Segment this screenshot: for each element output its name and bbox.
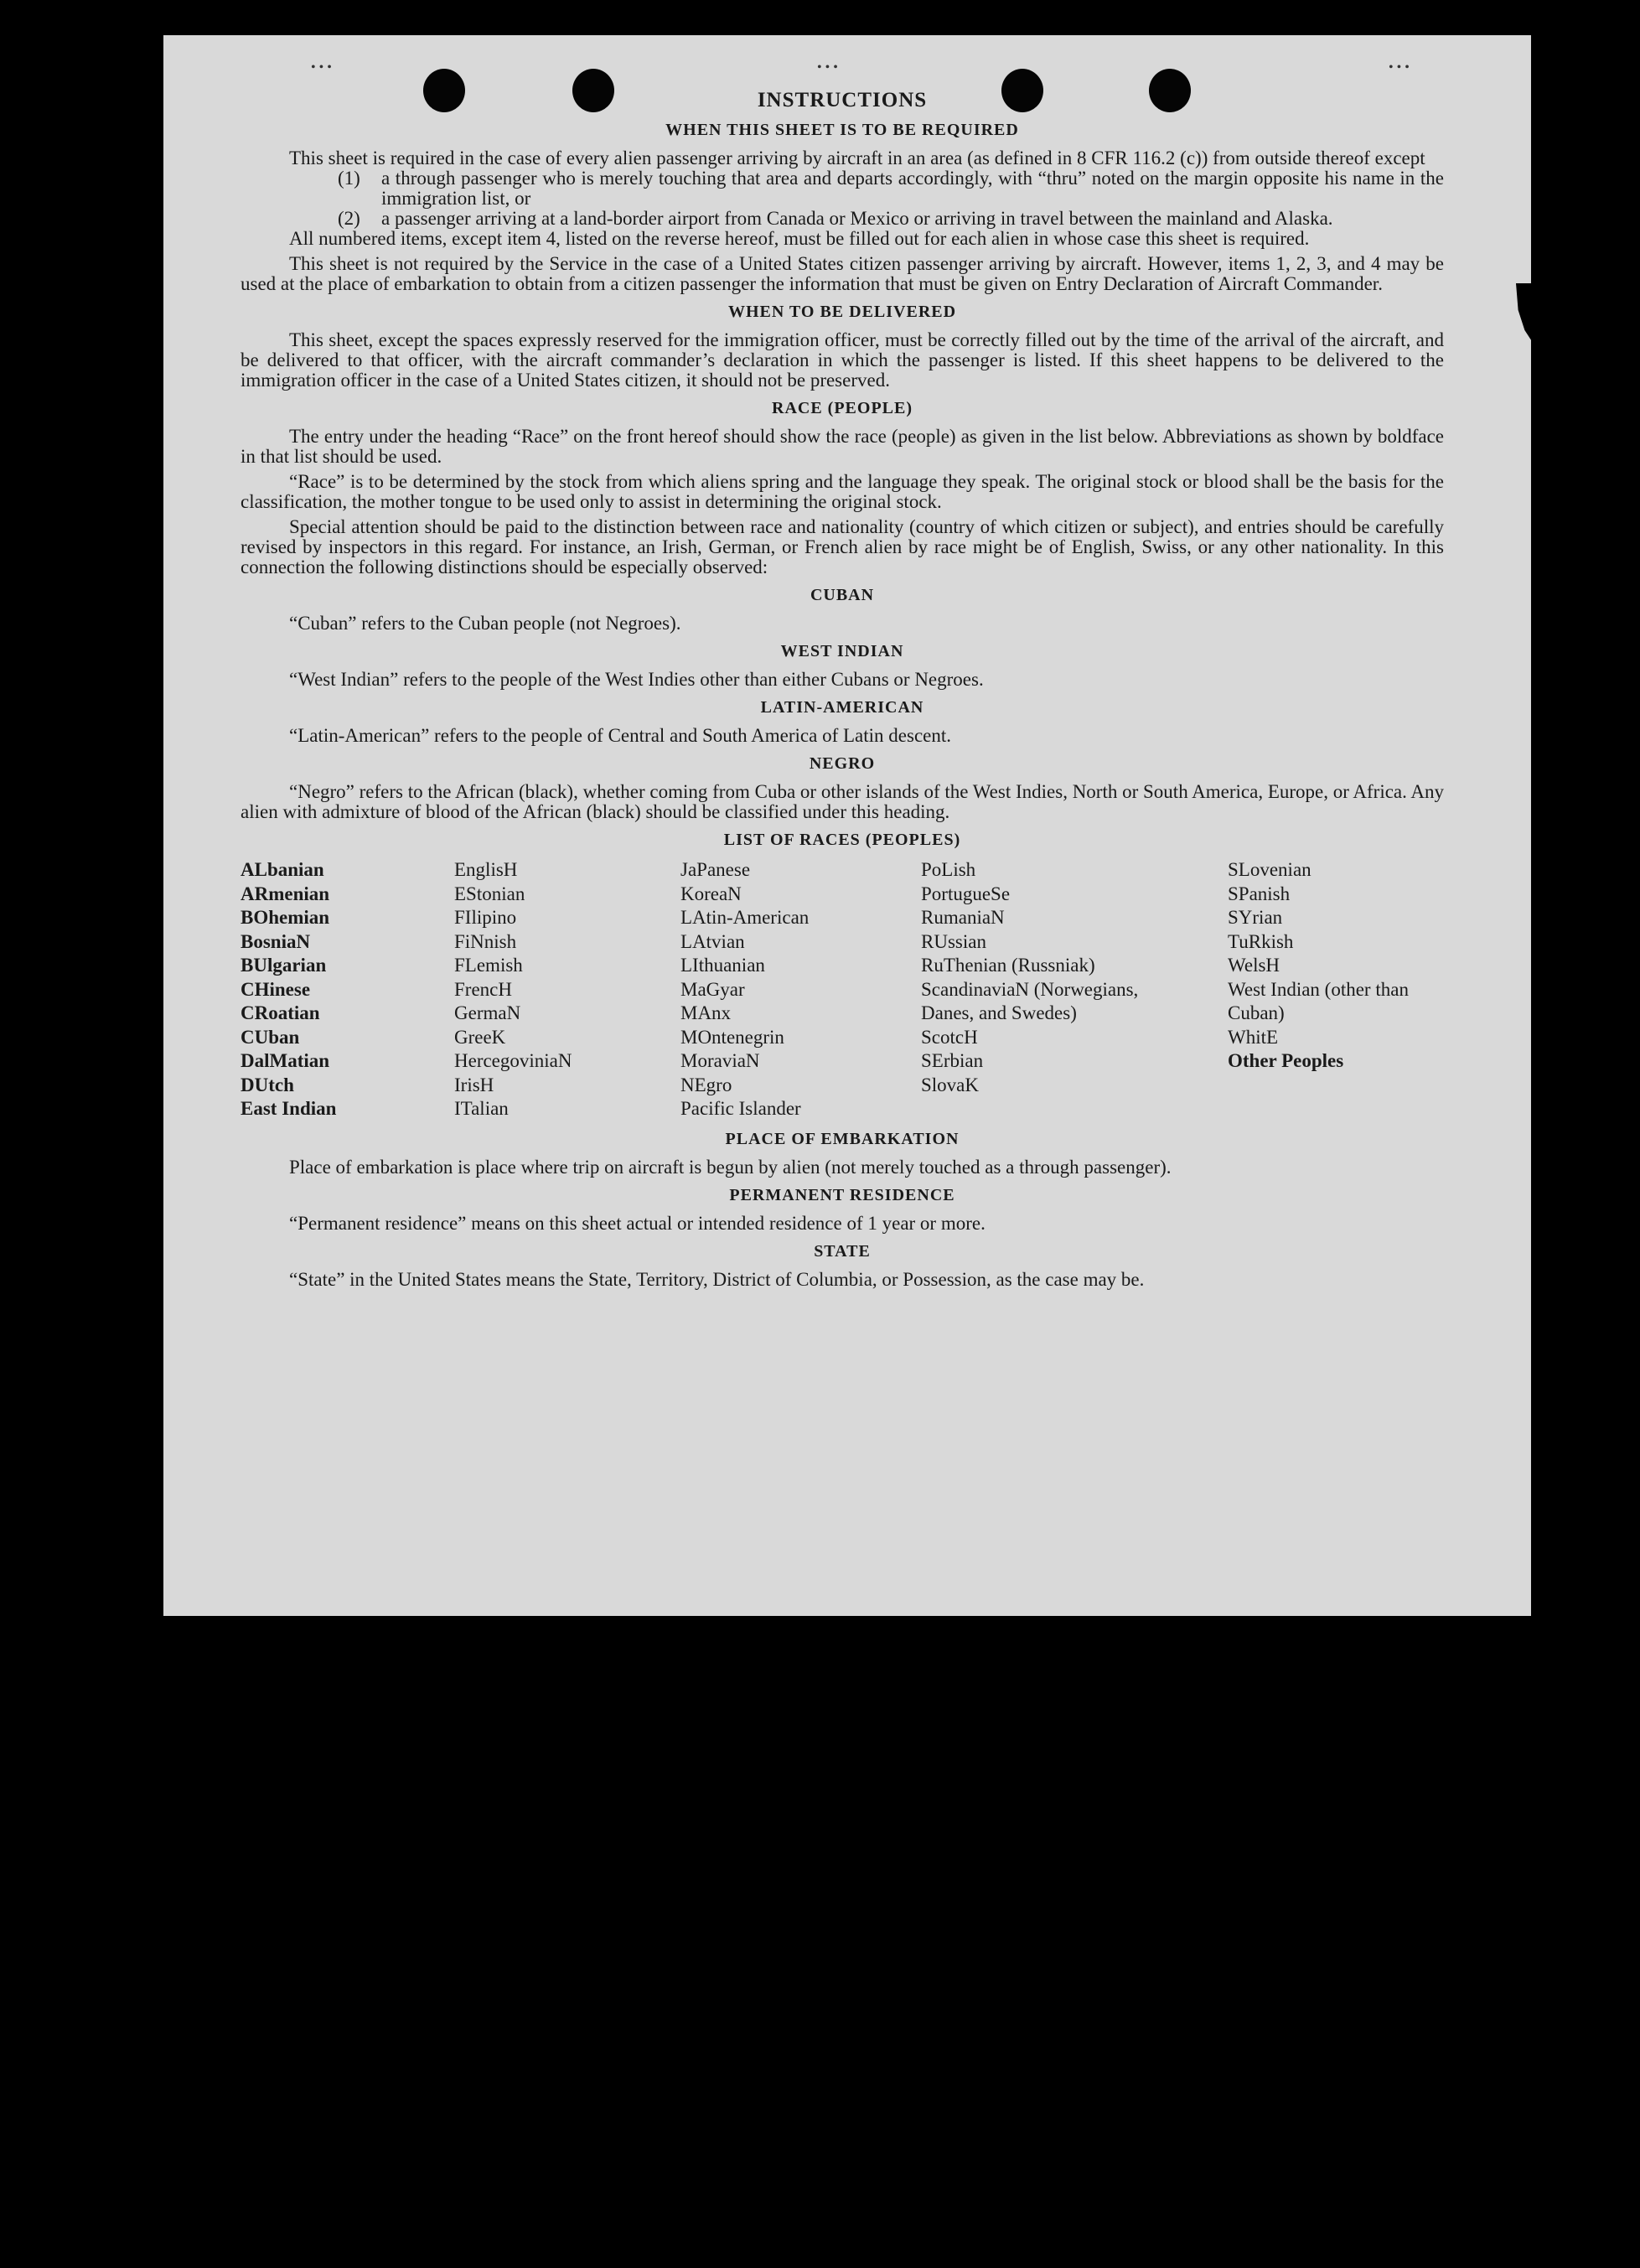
punch-hole <box>423 69 465 112</box>
race-entry: Other Peoples <box>1228 1050 1344 1071</box>
cuban-definition: “Cuban” refers to the Cuban people (not Negroes). <box>289 613 681 634</box>
race-entry: FrencH <box>454 978 512 1000</box>
race-entry: SLovenian <box>1228 859 1311 880</box>
heading-residence: PERMANENT RESIDENCE <box>729 1185 955 1204</box>
race-entry: BosniaN <box>241 930 311 952</box>
residence-definition: “Permanent residence” means on this sheet actual or intended residence of 1 year or more. <box>289 1212 986 1234</box>
races-column <box>680 858 921 1121</box>
race-entry: PoLish <box>921 859 976 880</box>
scan-mark: ••• <box>311 60 335 75</box>
race-entry: ScotcH <box>921 1026 978 1048</box>
race-entry: FiNnish <box>454 930 517 952</box>
delivered-paragraph: This sheet, except the spaces expressly reserved for the immigration officer, must be correctly filled out by the time of the arrival of the aircraft, and be delivered to that officer, with the aircraft commander’s declaration in which the passenger is listed. If this sheet happens to be delivered to the immigration officer in the case of a United States citizen, it should not be preserved. <box>241 329 1444 391</box>
race-entry: RuThenian (Russniak) <box>921 955 1095 976</box>
race-entry: East Indian <box>241 1098 337 1119</box>
races-column <box>241 858 454 1121</box>
race-entry: ITalian <box>454 1098 509 1119</box>
race-entry: ALbanian <box>241 859 324 880</box>
exception-item <box>241 209 1444 229</box>
instruction-sheet <box>163 35 1531 1616</box>
scan-mark: ••• <box>1389 60 1413 75</box>
heading-state: STATE <box>814 1241 871 1261</box>
race-entry: DUtch <box>241 1074 294 1095</box>
negro-definition: “Negro” refers to the African (black), whether coming from Cuba or other islands of the West Indies, North or South America, Europe, or Africa. Any alien with admixture of blood of the African (black) should be classified under this heading. <box>241 781 1444 822</box>
race-entry: RUssian <box>921 930 986 952</box>
race-entry: Pacific Islander <box>680 1098 801 1119</box>
race-entry: SErbian <box>921 1050 984 1071</box>
scan-mark: ••• <box>817 60 841 75</box>
races-column <box>1228 858 1446 1121</box>
item-number: (2) <box>338 208 360 229</box>
numbered-items-paragraph: All numbered items, except item 4, listed on the reverse hereof, must be filled out for each alien in whose case this sheet is required. <box>289 228 1310 249</box>
heading-when-required: WHEN THIS SHEET IS TO BE REQUIRED <box>665 121 1019 139</box>
race-paragraph-1: The entry under the heading “Race” on the front hereof should show the race (people) as given in the list below. Abbreviations as shown by boldface in that list should be used. <box>241 426 1444 467</box>
punch-hole <box>572 69 614 112</box>
races-column <box>454 858 680 1121</box>
race-entry: GreeK <box>454 1026 506 1048</box>
race-entry: FLemish <box>454 955 523 976</box>
races-list <box>241 858 1444 1121</box>
race-entry: FIlipino <box>454 907 517 928</box>
race-entry: DalMatian <box>241 1050 330 1071</box>
race-entry: HercegoviniaN <box>454 1050 572 1071</box>
heading-cuban: CUBAN <box>810 586 875 604</box>
punch-hole <box>1149 69 1191 112</box>
punch-hole <box>1001 69 1043 112</box>
embarkation-definition: Place of embarkation is place where trip on aircraft is begun by alien (not merely touched as a through passenger). <box>289 1156 1172 1178</box>
item-text: a passenger arriving at a land-border airport from Canada or Mexico or arriving in travel between the mainland and Alaska. <box>381 208 1333 229</box>
races-column <box>921 858 1228 1121</box>
race-entry: KoreaN <box>680 883 742 904</box>
race-entry: GermaN <box>454 1002 521 1023</box>
heading-latin-american: LATIN-AMERICAN <box>760 698 924 717</box>
race-entry: RumaniaN <box>921 907 1005 928</box>
race-entry: SYrian <box>1228 907 1283 928</box>
race-entry: IrisH <box>454 1074 494 1095</box>
race-entry: EnglisH <box>454 859 518 880</box>
race-entry: TuRkish <box>1228 930 1294 952</box>
heading-west-indian: WEST INDIAN <box>780 642 904 660</box>
race-entry: BUlgarian <box>241 955 327 976</box>
race-entry: CRoatian <box>241 1002 320 1023</box>
race-entry: West Indian (other than Cuban) <box>1228 978 1409 1023</box>
race-paragraph-3: Special attention should be paid to the distinction between race and nationality (country of which citizen or subject), and entries should be carefully revised by inspectors in this regard. For instance, an Irish, German, or French alien by race might be of English, Swiss, or any other nationality. In this connection the following distinctions should be especially observed: <box>241 516 1444 577</box>
state-definition: “State” in the United States means the State, Territory, District of Columbia, or Possession, as the case may be. <box>289 1268 1145 1290</box>
race-entry: WhitE <box>1228 1026 1279 1048</box>
race-entry: CHinese <box>241 978 311 1000</box>
race-paragraph-2: “Race” is to be determined by the stock from which aliens spring and the language they speak. The original stock or blood shall be the basis for the classification, the mother tongue to be used only to assist in determining the original stock. <box>241 471 1444 512</box>
race-entry: BOhemian <box>241 907 330 928</box>
race-entry: ARmenian <box>241 883 330 904</box>
race-entry: LAtin-American <box>680 907 810 928</box>
race-entry: NEgro <box>680 1074 732 1095</box>
document-title: INSTRUCTIONS <box>757 89 928 111</box>
race-entry: SlovaK <box>921 1074 979 1095</box>
item-number: (1) <box>338 168 360 189</box>
item-text: a through passenger who is merely touching that area and departs accordingly, with “thru” noted on the margin opposite his name in the immigration list, or <box>381 168 1444 209</box>
race-entry: CUban <box>241 1026 300 1048</box>
race-entry: PortugueSe <box>921 883 1011 904</box>
race-entry: EStonian <box>454 883 525 904</box>
race-entry: SPanish <box>1228 883 1291 904</box>
exception-item <box>241 168 1444 209</box>
torn-edge <box>1516 283 1538 350</box>
heading-embarkation: PLACE OF EMBARKATION <box>725 1129 960 1148</box>
race-entry: MaGyar <box>680 978 745 1000</box>
race-entry: ScandinaviaN (Norwegians, Danes, and Swedes) <box>921 978 1139 1023</box>
latin-american-definition: “Latin-American” refers to the people of Central and South America of Latin descent. <box>289 725 951 746</box>
race-entry: WelsH <box>1228 955 1280 976</box>
race-entry: MoraviaN <box>680 1050 760 1071</box>
heading-negro: NEGRO <box>809 754 876 773</box>
race-entry: LAtvian <box>680 930 745 952</box>
race-entry: LIthuanian <box>680 955 765 976</box>
west-indian-definition: “West Indian” refers to the people of the West Indies other than either Cubans or Negroes. <box>289 669 984 690</box>
heading-race: RACE (PEOPLE) <box>772 399 913 417</box>
heading-when-delivered: WHEN TO BE DELIVERED <box>727 303 957 321</box>
race-entry: MAnx <box>680 1002 732 1023</box>
required-intro: This sheet is required in the case of every alien passenger arriving by aircraft in an area (as defined in 8 CFR 116.2 (c)) from outside thereof except <box>289 148 1425 168</box>
race-entry: MOntenegrin <box>680 1026 784 1048</box>
heading-list-of-races: LIST OF RACES (PEOPLES) <box>723 831 961 849</box>
citizen-paragraph: This sheet is not required by the Service in the case of a United States citizen passenger arriving by aircraft. However, items 1, 2, 3, and 4 may be used at the place of embarkation to obtain from a citizen passenger the information that must be given on Entry Declaration of Aircraft Commander. <box>241 253 1444 294</box>
race-entry: JaPanese <box>680 859 751 880</box>
